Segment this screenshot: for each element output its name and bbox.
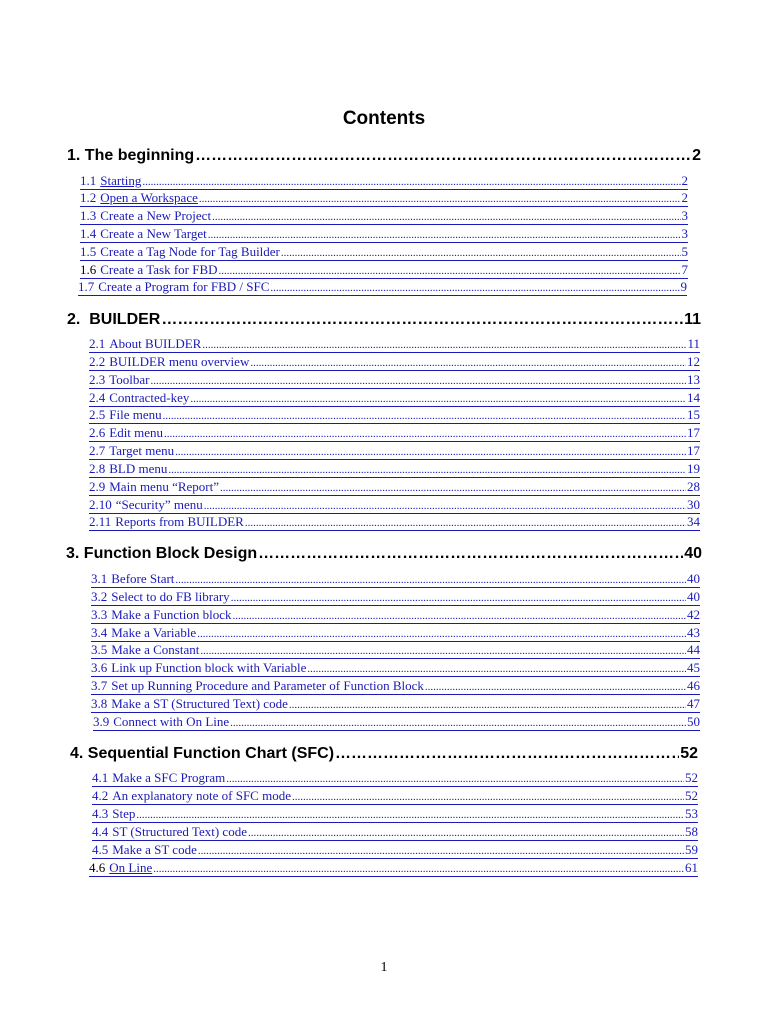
toc-section-2[interactable]	[67, 311, 701, 333]
entry-title: Starting	[100, 173, 142, 188]
entry-page: 40	[687, 571, 700, 586]
dot-leader	[292, 789, 684, 805]
section-number: 2.	[67, 311, 81, 328]
entry-number: 3.8	[91, 696, 108, 711]
toc-entry-2-10[interactable]	[89, 497, 700, 514]
section-title: Function Block Design	[83, 545, 258, 562]
section-title: The beginning	[84, 147, 195, 164]
dot-leader	[153, 861, 684, 877]
toc-entry-2-3[interactable]	[89, 372, 700, 389]
toc-entry-2-8[interactable]	[89, 461, 700, 478]
dot-leader	[142, 174, 680, 190]
entry-page: 52	[685, 770, 698, 785]
toc-entry-1-1[interactable]	[80, 173, 688, 190]
entry-page: 40	[687, 589, 700, 604]
dot-leader	[200, 643, 686, 659]
entry-page: 5	[681, 244, 688, 259]
entry-page: 19	[687, 461, 700, 476]
entry-title: Select to do FB library	[111, 589, 230, 604]
entry-page: 9	[680, 279, 687, 294]
entry-page: 59	[685, 842, 698, 857]
dot-leader	[175, 572, 686, 588]
toc-entry-2-1[interactable]	[89, 336, 700, 353]
entry-number: 4.2	[92, 788, 109, 803]
toc-entry-3-4[interactable]	[91, 625, 700, 642]
toc-entry-4-5[interactable]	[92, 842, 698, 859]
dot-leader	[168, 462, 686, 478]
entry-number: 3.5	[91, 642, 108, 657]
section-number: 3.	[66, 545, 80, 562]
dot-leader	[197, 626, 686, 642]
toc-section-4[interactable]	[70, 745, 698, 767]
entry-page: 50	[687, 714, 700, 729]
entry-page: 3	[681, 226, 688, 241]
entry-page: 13	[687, 372, 700, 387]
toc-entry-2-2[interactable]	[89, 354, 700, 371]
entry-number: 4.6	[89, 860, 106, 875]
entry-number: 2.3	[89, 372, 106, 387]
section-page: 40	[684, 545, 702, 562]
dot-leader	[161, 311, 683, 329]
section-page: 52	[680, 745, 698, 762]
entry-page: 17	[687, 443, 700, 458]
dot-leader	[136, 807, 684, 823]
entry-page: 28	[687, 479, 700, 494]
toc-entry-1-7[interactable]	[78, 279, 687, 296]
dot-leader	[281, 245, 681, 261]
toc-entry-3-3[interactable]	[91, 607, 700, 624]
section-title: Sequential Function Chart (SFC)	[87, 745, 335, 762]
entry-title: About BUILDER	[109, 336, 202, 351]
entry-number: 3.9	[93, 714, 110, 729]
dot-leader	[248, 825, 684, 841]
entry-title: Make a ST (Structured Text) code	[111, 696, 288, 711]
section-title: BUILDER	[89, 311, 161, 328]
toc-entry-3-8[interactable]	[91, 696, 700, 713]
dot-leader	[230, 715, 686, 731]
entry-page: 46	[687, 678, 700, 693]
entry-number: 3.6	[91, 660, 108, 675]
dot-leader	[202, 337, 686, 353]
entry-page: 53	[685, 806, 698, 821]
entry-title: BUILDER menu overview	[109, 354, 250, 369]
entry-page: 14	[687, 390, 700, 405]
dot-leader	[307, 661, 686, 677]
entry-number: 1.4	[80, 226, 97, 241]
entry-title: ST (Structured Text) code	[112, 824, 247, 839]
dot-leader	[231, 590, 686, 606]
entry-page: 52	[685, 788, 698, 803]
entry-number: 2.4	[89, 390, 106, 405]
entry-number: 1.7	[78, 279, 95, 294]
entry-title: Create a Task for FBD	[100, 262, 218, 277]
dot-leader	[245, 515, 686, 531]
dot-leader	[151, 373, 687, 389]
entry-page: 15	[687, 407, 700, 422]
entry-page: 2	[681, 190, 688, 205]
entry-number: 3.1	[91, 571, 108, 586]
entry-page: 12	[687, 354, 700, 369]
entry-title: Before Start	[111, 571, 175, 586]
toc-section-1[interactable]	[67, 147, 701, 169]
dot-leader	[232, 608, 686, 624]
entry-number: 3.4	[91, 625, 108, 640]
dot-leader	[270, 280, 679, 296]
entry-title: Create a New Target	[100, 226, 207, 241]
dot-leader	[204, 498, 686, 514]
toc-section-3[interactable]	[66, 545, 702, 567]
entry-page: 43	[687, 625, 700, 640]
entry-title: Step	[112, 806, 136, 821]
entry-page: 17	[687, 425, 700, 440]
toc-entry-3-1[interactable]	[91, 571, 700, 588]
toc-entry-2-11[interactable]	[89, 514, 700, 531]
entry-page: 30	[687, 497, 700, 512]
dot-leader	[208, 227, 681, 243]
toc-entry-4-3[interactable]	[92, 806, 698, 823]
entry-title: Reports from BUILDER	[115, 514, 244, 529]
entry-number: 2.1	[89, 336, 106, 351]
dot-leader	[198, 843, 684, 859]
toc-entry-2-9[interactable]	[89, 479, 700, 496]
entry-number: 3.3	[91, 607, 108, 622]
entry-title: Make a Function block	[111, 607, 232, 622]
entry-title: Create a New Project	[100, 208, 212, 223]
toc-entry-1-2[interactable]	[80, 190, 688, 207]
entry-page: 11	[687, 336, 700, 351]
dot-leader	[212, 209, 680, 225]
entry-number: 2.5	[89, 407, 106, 422]
toc-entry-2-6[interactable]	[89, 425, 700, 442]
entry-title: Create a Tag Node for Tag Builder	[100, 244, 280, 259]
entry-title: File menu	[109, 407, 162, 422]
entry-title: Link up Function block with Variable	[111, 660, 307, 675]
page-number: 1	[380, 960, 388, 975]
toc-entry-3-7[interactable]	[91, 678, 700, 695]
toc-entry-1-3[interactable]	[80, 208, 688, 225]
dot-leader	[195, 147, 691, 165]
entry-number: 3.2	[91, 589, 108, 604]
dot-leader	[219, 263, 681, 279]
dot-leader	[226, 771, 684, 787]
entry-title: Edit menu	[109, 425, 164, 440]
toc-entry-1-5[interactable]	[80, 244, 688, 261]
dot-leader	[258, 545, 683, 563]
entry-title: Make a Variable	[111, 625, 197, 640]
toc-entry-4-2[interactable]	[92, 788, 698, 805]
entry-number: 2.8	[89, 461, 106, 476]
toc-entry-2-5[interactable]	[89, 407, 700, 424]
dot-leader	[220, 480, 686, 496]
entry-title: An explanatory note of SFC mode	[112, 788, 291, 803]
entry-title: BLD menu	[109, 461, 168, 476]
section-page: 11	[684, 311, 701, 328]
entry-page: 44	[687, 642, 700, 657]
entry-title: Target menu	[109, 443, 175, 458]
entry-page: 34	[687, 514, 700, 529]
entry-number: 2.10	[89, 497, 112, 512]
entry-page: 58	[685, 824, 698, 839]
entry-number: 4.5	[92, 842, 109, 857]
dot-leader	[425, 679, 686, 695]
entry-page: 2	[681, 173, 688, 188]
toc-entry-4-6[interactable]	[89, 860, 698, 877]
entry-page: 7	[681, 262, 688, 277]
toc-entry-3-2[interactable]	[91, 589, 700, 606]
entry-title: Make a SFC Program	[112, 770, 226, 785]
page-title: Contents	[342, 108, 426, 129]
dot-leader	[164, 426, 686, 442]
toc-entry-4-4[interactable]	[92, 824, 698, 841]
toc-entry-1-6[interactable]	[80, 262, 688, 279]
toc-entry-3-5[interactable]	[91, 642, 700, 659]
entry-page: 45	[687, 660, 700, 675]
entry-number: 1.3	[80, 208, 97, 223]
entry-title: Create a Program for FBD / SFC	[98, 279, 270, 294]
entry-title: Make a ST code	[112, 842, 197, 857]
toc-entry-2-4[interactable]	[89, 390, 700, 407]
dot-leader	[163, 408, 686, 424]
entry-number: 4.1	[92, 770, 109, 785]
entry-number: 2.7	[89, 443, 106, 458]
dot-leader	[335, 745, 679, 763]
entry-title: Connect with On Line	[113, 714, 230, 729]
entry-title: Set up Running Procedure and Parameter of Function Block	[111, 678, 424, 693]
entry-number: 1.6	[80, 262, 97, 277]
entry-number: 1.1	[80, 173, 97, 188]
entry-title: Make a Constant	[111, 642, 200, 657]
toc-entry-4-1[interactable]	[92, 770, 698, 787]
toc-entry-3-9[interactable]	[93, 714, 700, 731]
entry-title: On Line	[109, 860, 153, 875]
entry-title: “Security” menu	[115, 497, 203, 512]
entry-number: 2.2	[89, 354, 106, 369]
entry-number: 4.3	[92, 806, 109, 821]
entry-number: 4.4	[92, 824, 109, 839]
entry-number: 3.7	[91, 678, 108, 693]
section-page: 2	[692, 147, 701, 164]
section-number: 4.	[70, 745, 84, 762]
entry-page: 42	[687, 607, 700, 622]
dot-leader	[250, 355, 686, 371]
section-number: 1.	[67, 147, 81, 164]
entry-title: Contracted-key	[109, 390, 190, 405]
toc-entry-3-6[interactable]	[91, 660, 700, 677]
dot-leader	[199, 191, 681, 207]
entry-title: Main menu “Report”	[109, 479, 219, 494]
toc-entry-2-7[interactable]	[89, 443, 700, 460]
entry-title: Open a Workspace	[100, 190, 198, 205]
entry-number: 2.11	[89, 514, 112, 529]
entry-number: 1.2	[80, 190, 97, 205]
dot-leader	[289, 697, 686, 713]
entry-page: 61	[685, 860, 698, 875]
dot-leader	[190, 391, 686, 407]
entry-number: 1.5	[80, 244, 97, 259]
entry-page: 47	[687, 696, 700, 711]
entry-page: 3	[681, 208, 688, 223]
entry-number: 2.9	[89, 479, 106, 494]
entry-number: 2.6	[89, 425, 106, 440]
toc-entry-1-4[interactable]	[80, 226, 688, 243]
dot-leader	[175, 444, 686, 460]
entry-title: Toolbar	[109, 372, 150, 387]
